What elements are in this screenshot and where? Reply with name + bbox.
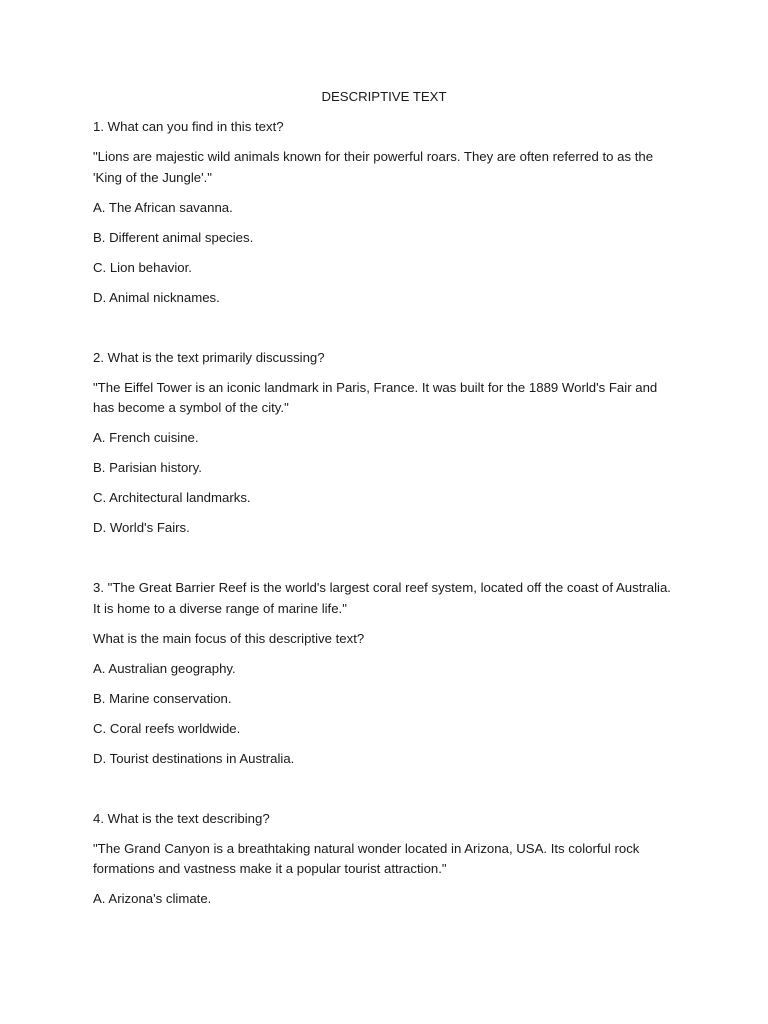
question-block-4	[93, 809, 678, 910]
question-4-option-a: A. Arizona's climate.	[93, 891, 212, 906]
question-3-option-b: B. Marine conservation.	[93, 690, 232, 706]
question-block-2	[93, 348, 678, 539]
question-1-passage: "Lions are majestic wild animals known for their powerful roars. They are often referred to as the 'King of the Jungle'."	[93, 149, 657, 185]
question-separator	[93, 548, 678, 578]
question-block-1	[93, 117, 678, 308]
question-1-option-d: D. Animal nicknames.	[93, 289, 220, 305]
question-4-prompt: 4. What is the text describing?	[93, 810, 270, 826]
question-2-prompt: 2. What is the text primarily discussing?	[93, 349, 325, 365]
question-2-option-c: C. Architectural landmarks.	[93, 490, 251, 505]
question-separator	[93, 318, 678, 348]
question-1-option-a: A. The African savanna.	[93, 199, 233, 215]
question-3-option-a: A. Australian geography.	[93, 660, 236, 676]
question-separator	[93, 779, 678, 809]
question-2-option-a: A. French cuisine.	[93, 430, 199, 445]
question-2-option-d: D. World's Fairs.	[93, 520, 190, 535]
question-block-3	[93, 578, 678, 769]
question-2-passage: "The Eiffel Tower is an iconic landmark in Paris, France. It was built for the 1889 World's Fair and has become a symbol of the city."	[93, 379, 661, 415]
question-3-option-d: D. Tourist destinations in Australia.	[93, 750, 295, 766]
question-2-option-b: B. Parisian history.	[93, 460, 202, 475]
question-3-option-c: C. Coral reefs worldwide.	[93, 720, 241, 736]
question-3-passage: 3. "The Great Barrier Reef is the world's largest coral reef system, located off the coast of Australia. It is home to a diverse range of marine life."	[93, 580, 675, 616]
document-body	[93, 87, 678, 919]
question-1-prompt: 1. What can you find in this text?	[93, 119, 284, 134]
question-1-option-c: C. Lion behavior.	[93, 259, 192, 275]
document-title: DESCRIPTIVE TEXT	[321, 89, 447, 104]
question-4-passage: "The Grand Canyon is a breathtaking natural wonder located in Arizona, USA. Its colorful rock formations and vastness make it a popular tourist attraction."	[93, 840, 644, 876]
question-1-option-b: B. Different animal species.	[93, 229, 254, 245]
question-3-prompt: What is the main focus of this descriptive text?	[93, 630, 365, 646]
